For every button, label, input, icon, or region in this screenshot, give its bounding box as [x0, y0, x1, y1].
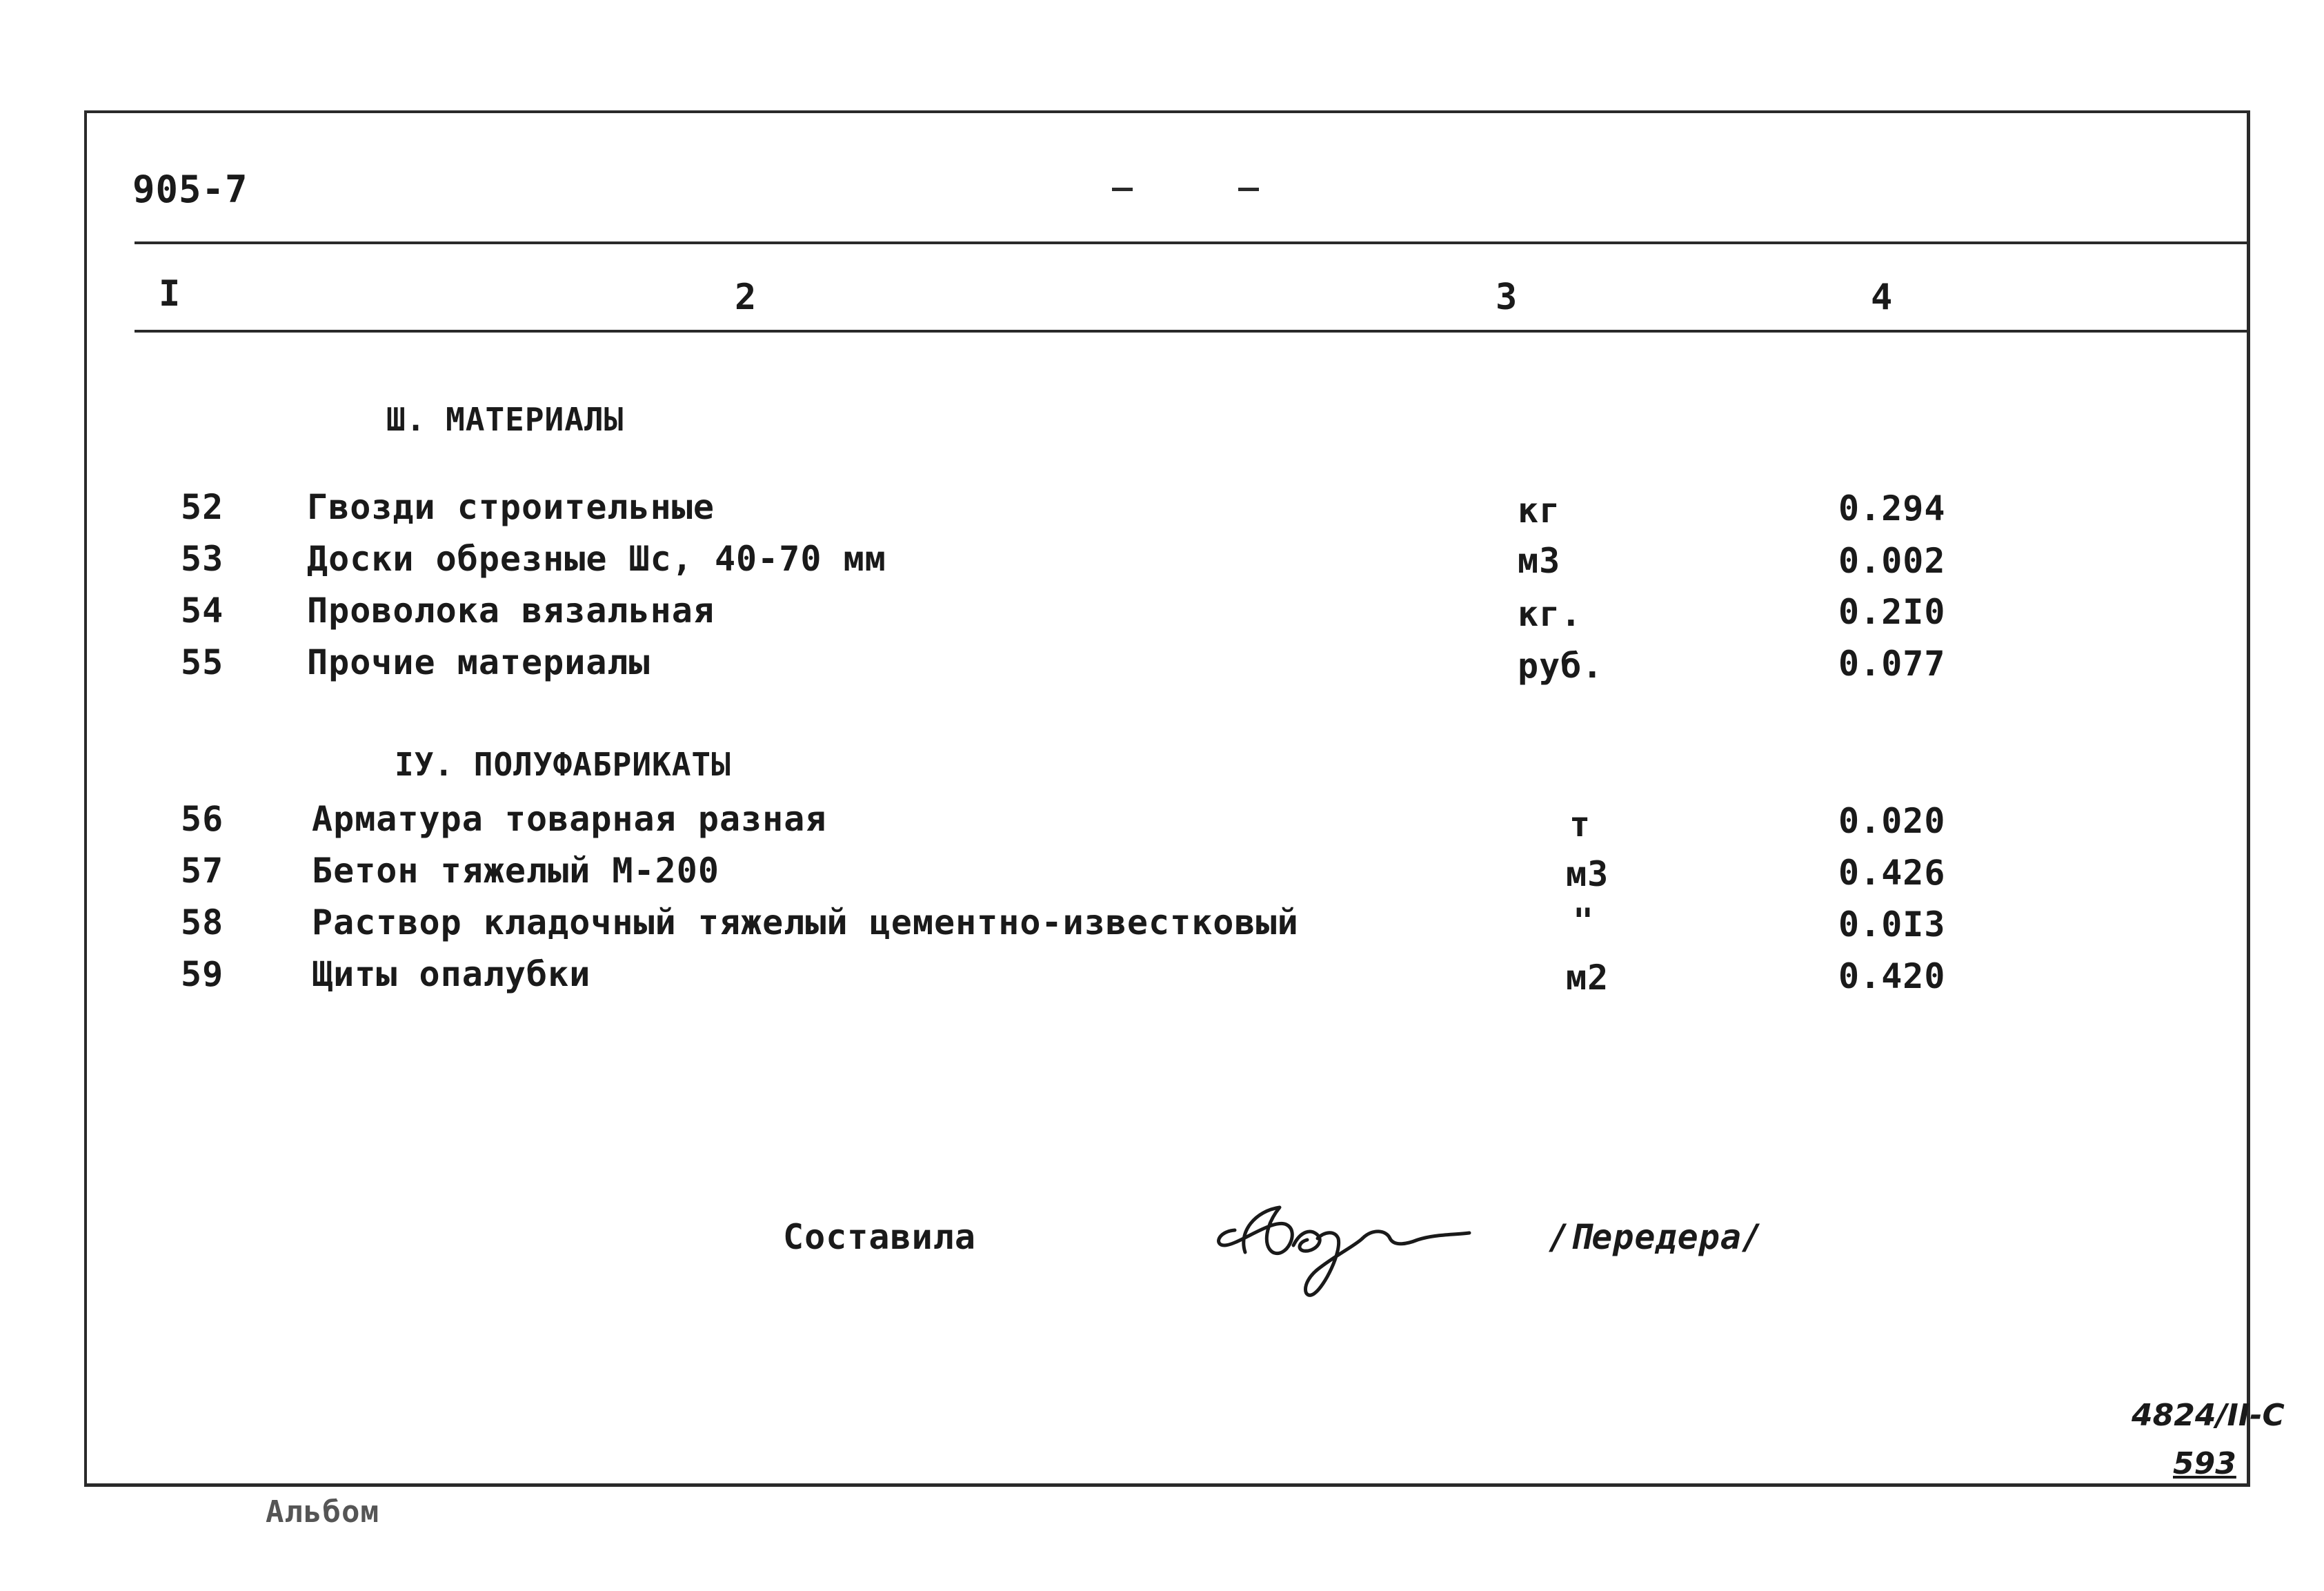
row-unit: м3	[1566, 854, 1609, 894]
header-dash-left	[1112, 188, 1133, 191]
row-unit: м2	[1566, 958, 1609, 998]
column-number-3: 3	[1496, 277, 1518, 318]
row-unit: кг.	[1518, 594, 1582, 634]
row-unit: "	[1573, 901, 1595, 941]
column-number-1: I	[159, 273, 181, 315]
row-name: Раствор кладочный тяжелый цементно-известковый	[312, 902, 1299, 942]
section-title-materials: Ш. МАТЕРИАЛЫ	[386, 401, 624, 438]
row-value: 0.420	[1838, 956, 1946, 996]
signature-image	[1197, 1149, 1487, 1307]
bottom-note: Альбом	[266, 1494, 379, 1530]
row-unit: кг	[1518, 491, 1561, 531]
compiler-name: /Передера/	[1549, 1217, 1764, 1257]
row-number: 52	[181, 487, 224, 527]
row-number: 59	[181, 954, 224, 994]
row-number: 53	[181, 539, 224, 579]
doc-code: 905-7	[132, 168, 248, 211]
column-number-4: 4	[1871, 277, 1894, 318]
row-value: 0.426	[1838, 853, 1946, 893]
compiled-label: Составила	[783, 1217, 976, 1257]
row-value: 0.002	[1838, 541, 1946, 581]
row-number: 58	[181, 902, 224, 942]
row-unit: т	[1569, 804, 1591, 844]
row-value: 0.2I0	[1838, 592, 1946, 632]
row-name: Щиты опалубки	[312, 954, 591, 994]
column-header-rule	[135, 330, 2250, 333]
header-rule	[135, 241, 2250, 244]
row-name: Арматура товарная разная	[312, 799, 827, 839]
row-number: 54	[181, 591, 224, 631]
header-dash-right	[1238, 188, 1259, 191]
row-number: 56	[181, 799, 224, 839]
row-value: 0.0I3	[1838, 905, 1946, 945]
row-value: 0.294	[1838, 488, 1946, 528]
row-number: 55	[181, 642, 224, 682]
row-name: Проволока вязальная	[307, 591, 715, 631]
row-name: Гвозди строительные	[307, 487, 715, 527]
row-name: Бетон тяжелый М-200	[312, 851, 719, 891]
archive-stamp-code: 4824/II-С	[2132, 1398, 2285, 1433]
row-unit: м3	[1518, 541, 1561, 581]
row-value: 0.020	[1838, 801, 1946, 841]
row-unit: руб.	[1518, 646, 1604, 686]
row-name: Прочие материалы	[307, 642, 650, 682]
section-title-semifinished: IУ. ПОЛУФАБРИКАТЫ	[395, 746, 731, 783]
column-number-2: 2	[735, 277, 757, 318]
row-number: 57	[181, 851, 224, 891]
row-name: Доски обрезные Шс, 40-70 мм	[307, 539, 886, 579]
row-value: 0.077	[1838, 644, 1946, 684]
archive-stamp-page: 593	[2173, 1446, 2236, 1481]
